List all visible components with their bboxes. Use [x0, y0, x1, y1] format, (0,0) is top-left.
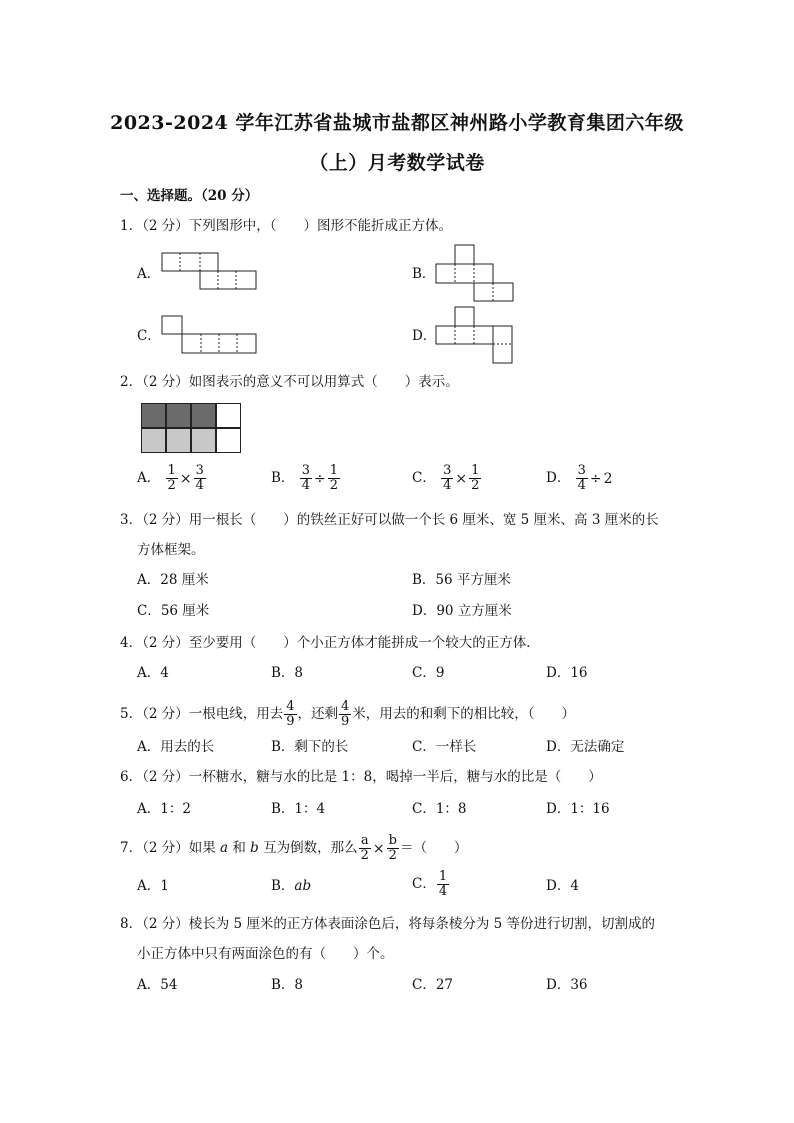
q5-stem-mid: ，还剩 — [297, 706, 339, 722]
q5-option-c: C．一样长 — [412, 739, 477, 755]
numerator: 1 — [438, 869, 448, 884]
q5-option-a: A．用去的长 — [137, 739, 215, 755]
numerator: 3 — [443, 463, 452, 478]
operator: × — [455, 470, 468, 487]
grid-cell-dark — [141, 403, 166, 428]
fraction — [300, 464, 312, 493]
fraction — [328, 464, 340, 493]
q1-option-b-label: B． — [412, 266, 436, 282]
q1-option-c-net — [160, 314, 260, 356]
q1-stem: 1．（2 分）下列图形中，（ ）图形不能折成正方体。 — [120, 218, 452, 234]
operator: × — [179, 470, 192, 487]
q1-option-d-net — [435, 306, 517, 364]
q8-option-c: C．27 — [412, 977, 454, 993]
fraction — [469, 464, 481, 493]
q6-option-a: A．1：2 — [137, 801, 191, 817]
var-b: b — [250, 840, 259, 856]
numerator: a — [360, 833, 369, 848]
q2-option-d-label: D． — [546, 470, 571, 486]
denominator: 2 — [360, 848, 369, 863]
q4-stem: 4．（2 分）至少要用（ ）个小正方体才能拼成一个较大的正方体． — [120, 635, 540, 651]
title-line-2: （上）月考数学试卷 — [309, 152, 485, 174]
q1-option-c-label: C． — [137, 328, 161, 344]
fraction — [387, 834, 399, 863]
q7-stem — [120, 834, 467, 863]
fraction — [359, 834, 371, 863]
grid-cell-dark — [191, 403, 216, 428]
numerator: b — [388, 833, 397, 848]
denominator: 4 — [577, 478, 586, 493]
fraction — [339, 700, 351, 729]
q3-stem-line-1: 3．（2 分）用一根长（ ）的铁丝正好可以做一个长 6 厘米、宽 5 厘米、高 3 厘米的长 — [120, 512, 659, 528]
q3-option-d: D．90 立方厘米 — [412, 603, 512, 619]
grid-cell-light — [166, 428, 191, 453]
q8-stem-line-2: 小正方体中只有两面涂色的有（ ）个。 — [137, 946, 394, 962]
q3-option-b: B．56 平方厘米 — [412, 572, 511, 588]
numerator: 1 — [329, 463, 339, 478]
q5-stem-post: 米，用去的和剩下的相比较，（ ） — [352, 706, 576, 722]
q2-stem: 2．（2 分）如图表示的意义不可以用算式（ ）表示。 — [120, 374, 459, 390]
numerator: 4 — [341, 699, 350, 714]
q5-option-b: B．剩下的长 — [271, 739, 349, 755]
fraction — [437, 870, 449, 899]
fraction — [194, 464, 206, 493]
grid-cell-light — [141, 428, 166, 453]
q1-option-a-net — [160, 252, 260, 292]
denominator: 2 — [329, 478, 339, 493]
numerator: 3 — [195, 463, 204, 478]
numerator: 4 — [286, 699, 295, 714]
fraction — [441, 464, 453, 493]
q6-option-c: C．1：8 — [412, 801, 467, 817]
q1-option-b-net — [435, 243, 517, 303]
numerator: 1 — [167, 463, 176, 478]
denominator: 2 — [167, 478, 176, 493]
q4-option-d: D．16 — [546, 665, 588, 681]
denominator: 4 — [195, 478, 204, 493]
q7-option-b — [271, 877, 311, 895]
q8-stem-line-1: 8．（2 分）棱长为 5 厘米的正方体表面涂色后，将每条棱分为 5 等份进行切割，切割成的 — [120, 916, 656, 932]
fraction — [576, 464, 588, 493]
q3-option-c: C．56 厘米 — [137, 603, 210, 619]
q7-option-b-label: B． — [271, 878, 295, 894]
q7-stem-pre: 7．（2 分）如果 — [120, 840, 221, 856]
grid-cell-white — [216, 403, 241, 428]
q7-option-d: D．4 — [546, 878, 579, 894]
q8-option-a: A．54 — [137, 977, 178, 993]
denominator: 9 — [341, 714, 350, 729]
operator: × — [372, 840, 385, 857]
q8-option-b: B．8 — [271, 977, 304, 993]
q1-option-a-label: A． — [137, 266, 161, 282]
fraction — [166, 464, 178, 493]
operator: ÷ — [314, 470, 326, 487]
operator: ÷ — [589, 470, 602, 487]
denominator: 4 — [301, 478, 310, 493]
section-heading: 一、选择题。（20 分） — [120, 188, 259, 204]
title-line-1: 2023-2024 学年江苏省盐城市盐都区神州路小学教育集团六年级 — [110, 112, 684, 134]
divisor: 2 — [603, 470, 613, 487]
q1-option-d-label: D． — [412, 328, 437, 344]
grid-cell-white — [216, 428, 241, 453]
q6-stem: 6．（2 分）一杯糖水，糖与水的比是 1：8，喝掉一半后，糖与水的比是（ ） — [120, 769, 602, 785]
q5-option-d: D．无法确定 — [546, 739, 625, 755]
q4-option-c: C．9 — [412, 665, 445, 681]
q7-option-c — [412, 870, 450, 899]
q2-option-a-label: A． — [137, 470, 161, 486]
q2-option-b-label: B． — [271, 470, 295, 486]
q2-option-c-label: C． — [412, 470, 436, 486]
denominator: 2 — [388, 848, 397, 863]
var-ab: ab — [294, 878, 312, 894]
q7-option-a: A．1 — [137, 878, 169, 894]
q6-option-d: D．1：16 — [546, 801, 610, 817]
grid-cell-dark — [166, 403, 191, 428]
q7-stem-eq: ＝（ ） — [399, 840, 468, 856]
q5-stem-pre: 5．（2 分）一根电线，用去 — [120, 706, 284, 722]
q7-stem-and: 和 — [228, 840, 251, 856]
q8-option-d: D．36 — [546, 977, 588, 993]
denominator: 4 — [438, 884, 448, 899]
numerator: 1 — [471, 463, 480, 478]
q2-option-c — [412, 464, 482, 493]
q2-shaded-grid — [141, 403, 241, 453]
q3-stem-line-2: 方体框架。 — [137, 542, 205, 558]
denominator: 4 — [443, 478, 452, 493]
numerator: 3 — [301, 463, 310, 478]
fraction — [284, 700, 296, 729]
q6-option-b: B．1：4 — [271, 801, 326, 817]
q2-option-d — [546, 464, 614, 493]
grid-cell-light — [191, 428, 216, 453]
q2-option-b — [271, 464, 341, 493]
q7-stem-post: 互为倒数，那么 — [258, 840, 358, 856]
numerator: 3 — [577, 463, 586, 478]
q4-option-b: B．8 — [271, 665, 304, 681]
q2-option-a — [137, 464, 207, 493]
denominator: 2 — [471, 478, 480, 493]
q5-stem — [120, 700, 575, 729]
q4-option-a: A．4 — [137, 665, 169, 681]
var-a: a — [220, 840, 229, 856]
q7-option-c-label: C． — [412, 876, 436, 892]
q3-option-a: A．28 厘米 — [137, 572, 209, 588]
denominator: 9 — [286, 714, 295, 729]
